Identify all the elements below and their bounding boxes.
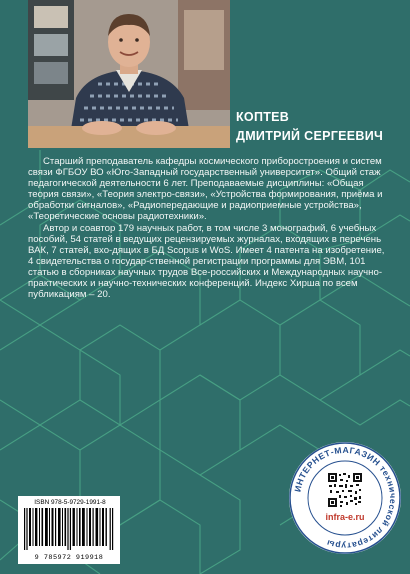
ean-digits: 9 785972 919918 <box>34 554 104 562</box>
barcode-bars <box>24 508 114 550</box>
isbn-text: ISBN 978-5-9729-1991-8 <box>34 499 106 506</box>
author-photo <box>28 0 230 148</box>
author-given-names: ДМИТРИЙ СЕРГЕЕВИЧ <box>236 129 384 143</box>
bio-paragraph-2: Автор и соавтор 179 научных работ, в том числе 3 монографий, 6 учебных пособий, 54 статей в ведущих рецензируемых журналах, входящих в перечень ВАК, 7 статей, вхо-дящих в БД Scopus и WoS. Имеет 4 патента на изобретение, 4 свидетельства о государ-ственной регистрации программы для ЭВМ, 101 статью в сборниках научных трудов Все-российских и Международных научно-практических и научно-технических конференций. Индекс Хирша по всем публикациям – 20. <box>28 222 385 301</box>
author-name <box>236 108 396 146</box>
author-surname: КОПТЕВ <box>236 110 290 124</box>
isbn-barcode <box>18 496 120 564</box>
stamp-ring-text: ИНТЕРНЕТ-МАГАЗИН технической литературы <box>292 444 399 552</box>
stamp-site: infra-e.ru <box>325 512 365 522</box>
qr-code <box>328 473 362 507</box>
bookshop-stamp <box>287 440 403 556</box>
bio-paragraph-1: Старший преподаватель кафедры космического приборостроения и систем связи ФГБОУ ВО «Юго-Западный государственный университет». Общий стаж педагогической деятельности 6 лет. Преподаваемые дисциплины: «Общая теория связи», «Теория электро-связи», «Устройства формирования, приёма и обработки сигналов», «Радиопередающие и радиоприемные устройства», «Теоретические основы радиотехники». <box>28 156 383 223</box>
author-biography <box>28 156 388 300</box>
